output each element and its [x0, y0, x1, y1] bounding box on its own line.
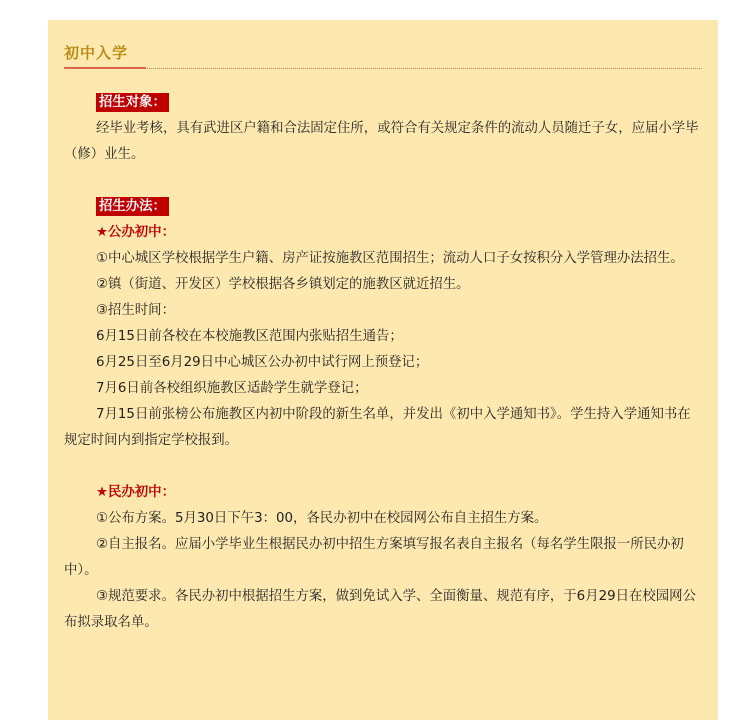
content-panel — [48, 20, 718, 720]
private-item: ③规范要求。各民办初中根据招生方案，做到免试入学、全面衡量、规范有序，于6月29日在校园网公布拟录取名单。 — [64, 589, 696, 630]
dotted-divider — [64, 68, 702, 69]
recruit-target-label-row — [64, 90, 704, 116]
recruit-target-tag: 招生对象： — [96, 93, 169, 112]
spacer — [64, 454, 704, 480]
spacer — [64, 168, 704, 194]
public-item: 6月25日至6月29日中心城区公办初中试行网上预登记； — [96, 355, 429, 370]
article-body — [64, 90, 704, 636]
recruit-method-tag: 招生办法： — [96, 197, 169, 216]
public-item: 6月15日前各校在本校施教区范围内张贴招生通告； — [96, 329, 403, 344]
public-item: ①中心城区学校根据学生户籍、房产证按施教区范围招生；流动人口子女按积分入学管理办法招生。 — [96, 251, 684, 266]
private-school-heading: ★民办初中： — [96, 485, 175, 500]
section-title: 初中入学 — [64, 44, 129, 62]
recruit-target-text: 经毕业考核，具有武进区户籍和合法固定住所，或符合有关规定条件的流动人员随迁子女，应届小学毕（修）业生。 — [64, 121, 699, 162]
public-item: ②镇（街道、开发区）学校根据各乡镇划定的施教区就近招生。 — [96, 277, 470, 292]
recruit-method-label-row — [64, 194, 704, 220]
public-item: 7月6日前各校组织施教区适龄学生就学登记； — [96, 381, 368, 396]
public-school-heading: ★公办初中： — [96, 225, 175, 240]
private-item: ②自主报名。应届小学毕业生根据民办初中招生方案填写报名表自主报名（每名学生限报一所民办初中）。 — [64, 537, 684, 578]
public-item: 7月15日前张榜公布施教区内初中阶段的新生名单，并发出《初中入学通知书》。学生持入学通知书在规定时间内到指定学校报到。 — [64, 407, 691, 448]
public-item: ③招生时间： — [96, 303, 175, 318]
private-item: ①公布方案。5月30日下午3：00，各民办初中在校园网公布自主招生方案。 — [96, 511, 548, 526]
